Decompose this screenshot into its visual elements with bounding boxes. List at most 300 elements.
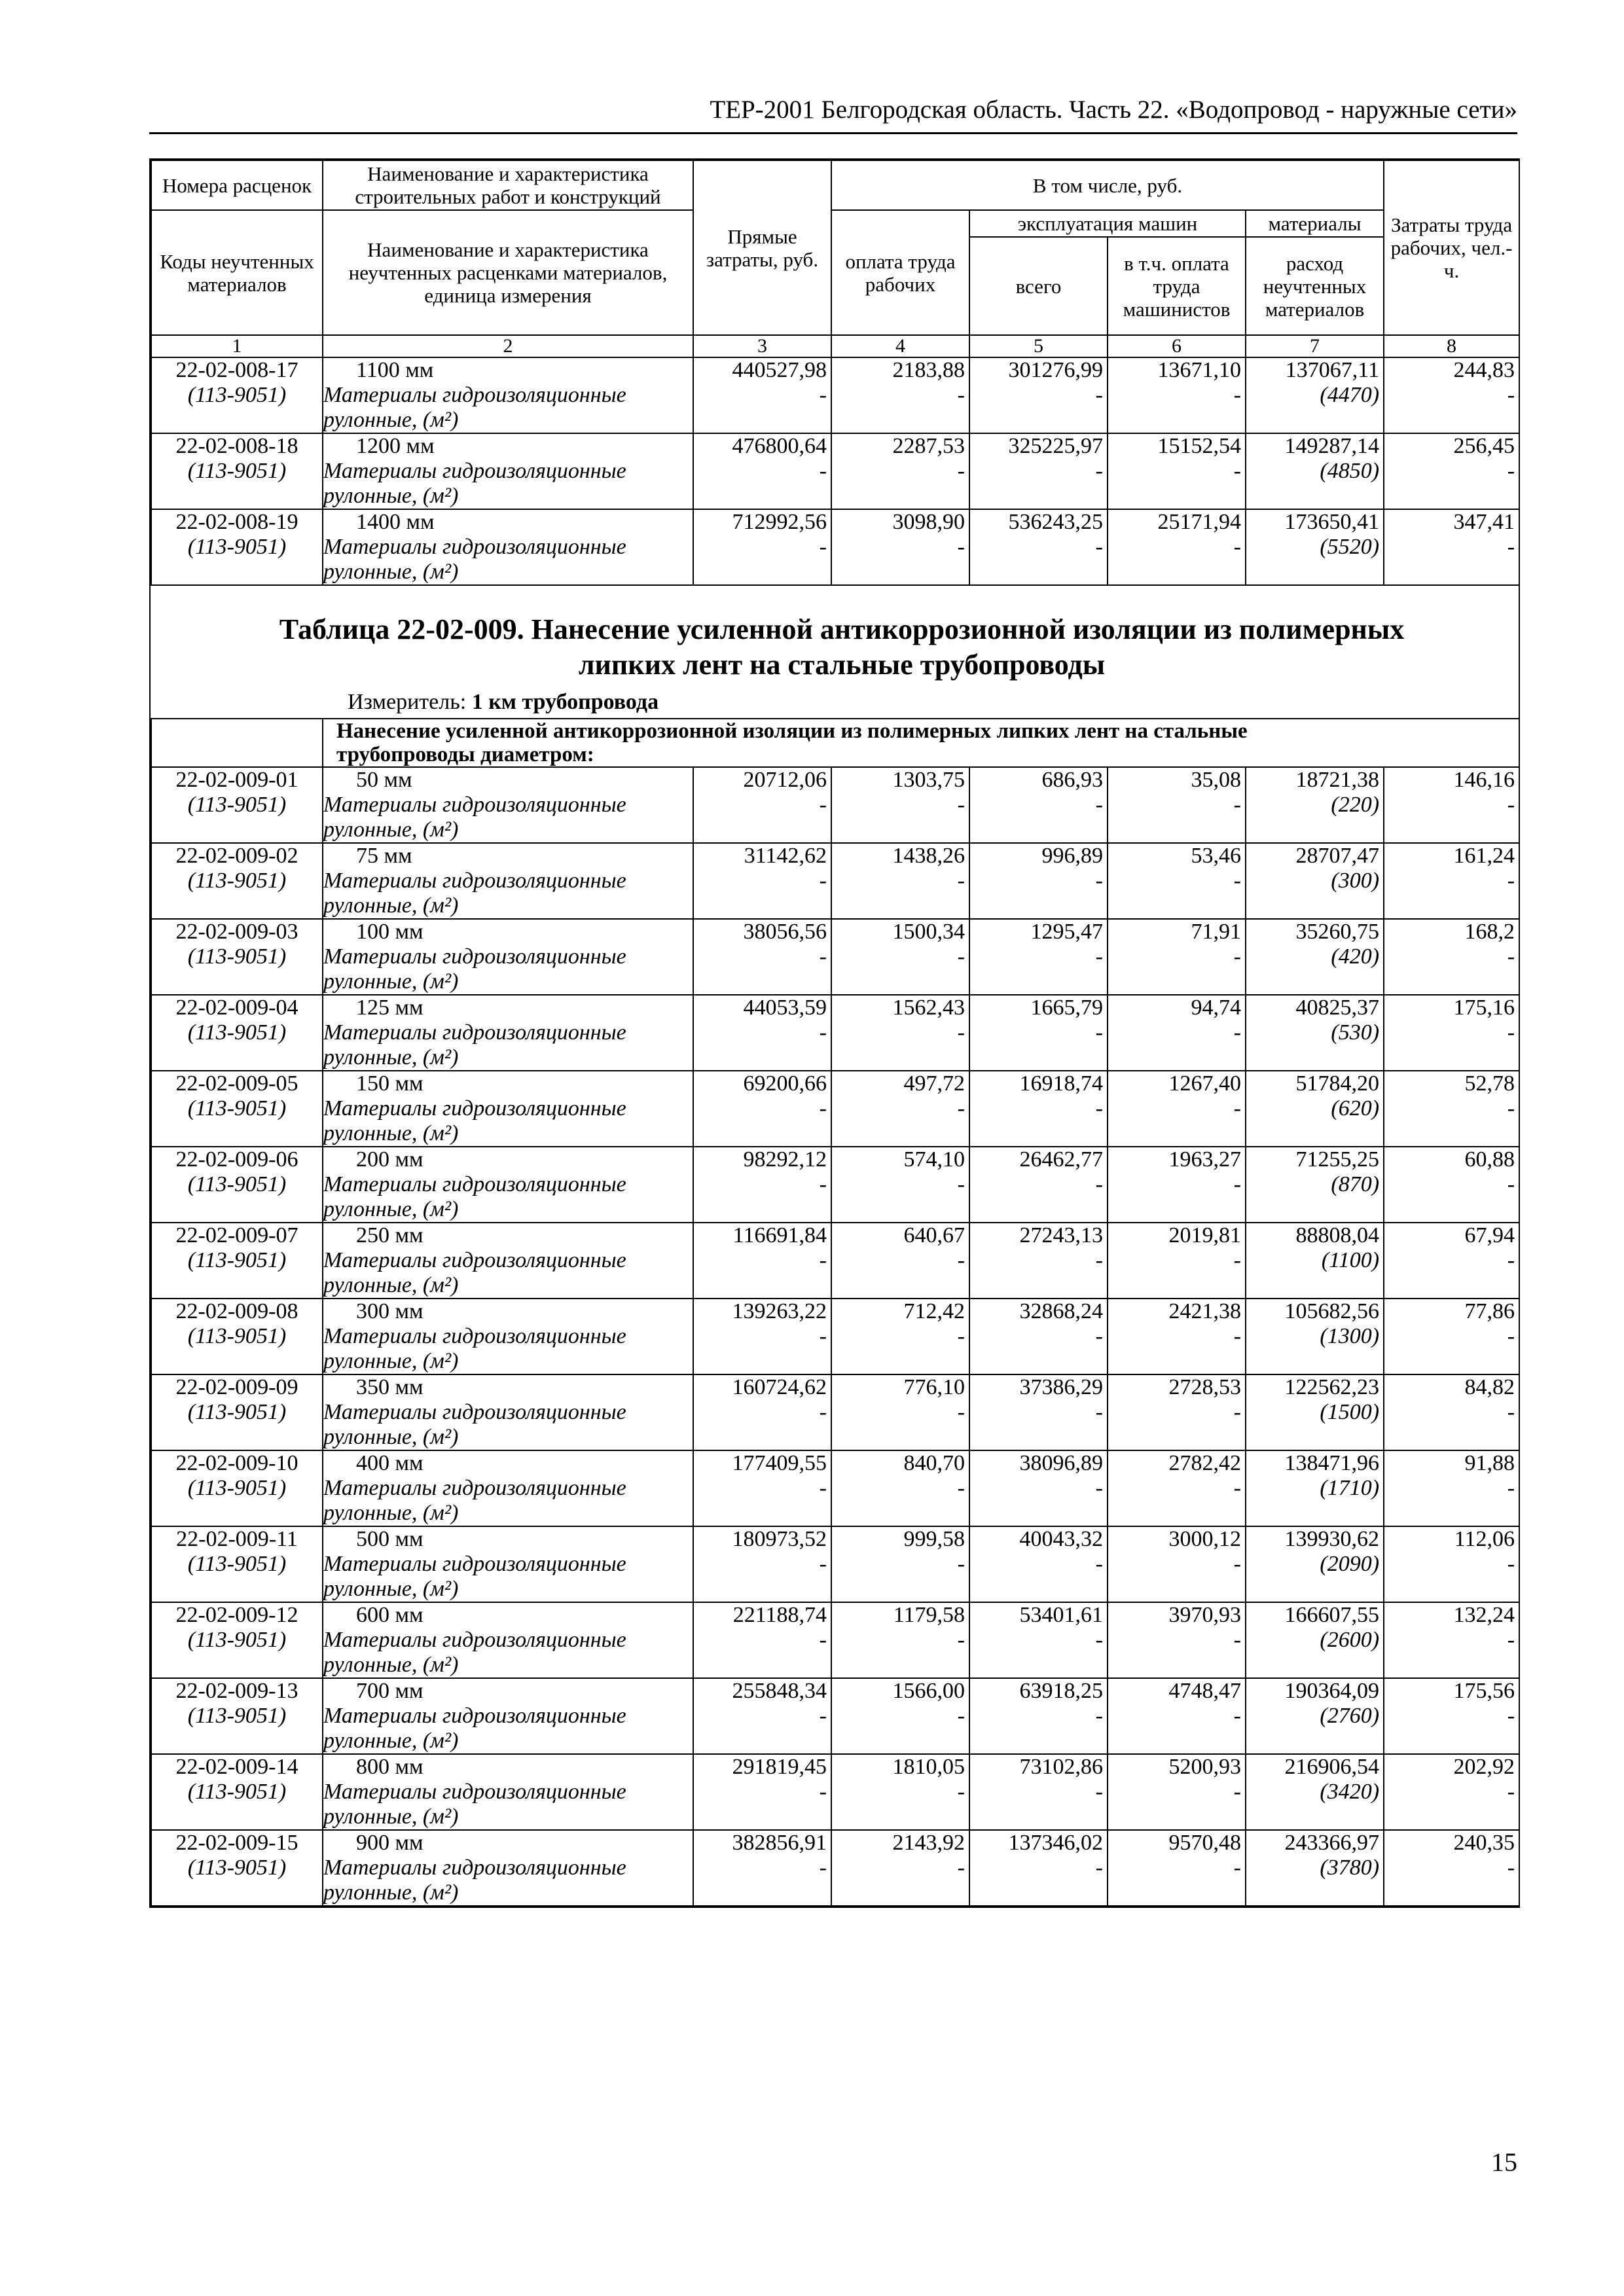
machines-total: 1295,47 xyxy=(1030,920,1103,944)
col-materials: материалы xyxy=(1246,210,1384,237)
machines-total: 536243,25 xyxy=(1008,510,1103,534)
table-row xyxy=(151,1450,1519,1526)
rate-code-cell xyxy=(151,1299,323,1374)
materials-cost: 40825,37 xyxy=(1295,996,1380,1020)
rate-code-cell xyxy=(151,357,323,433)
work-name-cell xyxy=(323,1830,693,1906)
dash: - xyxy=(1095,869,1103,893)
material-qty: (1710) xyxy=(1320,1476,1380,1500)
rate-code-cell xyxy=(151,1526,323,1602)
rate-code-cell xyxy=(151,767,323,843)
dash: - xyxy=(1233,869,1241,893)
dash: - xyxy=(1233,1704,1241,1728)
direct-cost: 69200,66 xyxy=(743,1071,827,1096)
col-machinists: в т.ч. оплата труда машинистов xyxy=(1108,237,1246,335)
rate-code: 22-02-009-11 xyxy=(176,1527,298,1551)
material-name: Материалы гидроизоляционные xyxy=(323,1476,626,1500)
dash: - xyxy=(1233,1628,1241,1652)
dash: - xyxy=(819,869,827,893)
table-row xyxy=(151,919,1519,995)
materials-cost: 173650,41 xyxy=(1284,510,1380,534)
rate-code: 22-02-008-17 xyxy=(175,358,298,382)
material-name: Материалы гидроизоляционные xyxy=(323,1856,626,1880)
work-name: 75 мм xyxy=(356,844,412,868)
material-name-unit: рулонные, (м²) xyxy=(323,1197,459,1221)
labor-pay-cell xyxy=(831,509,969,585)
direct-cost: 291819,45 xyxy=(732,1755,827,1779)
material-name-unit: рулонные, (м²) xyxy=(323,1349,459,1373)
labor-hours: 244,83 xyxy=(1453,358,1515,382)
dash: - xyxy=(1095,1248,1103,1272)
material-name: Материалы гидроизоляционные xyxy=(323,383,626,407)
dash: - xyxy=(819,1400,827,1424)
rate-code-cell xyxy=(151,919,323,995)
page-number: 15 xyxy=(1491,2147,1517,2177)
material-code: (113-9051) xyxy=(187,1324,287,1348)
rate-code-cell xyxy=(151,843,323,919)
dash: - xyxy=(1507,944,1515,969)
machines-cell xyxy=(969,919,1108,995)
work-name: 900 мм xyxy=(356,1831,424,1855)
dash: - xyxy=(1507,459,1515,483)
material-name-unit: рулонные, (м²) xyxy=(323,1501,459,1525)
material-name-unit: рулонные, (м²) xyxy=(323,817,459,842)
machines-total: 137346,02 xyxy=(1008,1831,1103,1855)
material-name-unit: рулонные, (м²) xyxy=(323,408,459,432)
labor-pay-cell xyxy=(831,1147,969,1223)
material-name-unit: рулонные, (м²) xyxy=(323,1804,459,1829)
materials-cell xyxy=(1246,1754,1384,1830)
dash: - xyxy=(819,944,827,969)
machinists-cell xyxy=(1108,357,1246,433)
direct-cost-cell xyxy=(693,1147,831,1223)
rate-code: 22-02-009-12 xyxy=(175,1603,298,1627)
dash: - xyxy=(1507,535,1515,559)
material-code: (113-9051) xyxy=(187,459,287,483)
machinists-pay: 4748,47 xyxy=(1168,1679,1241,1703)
material-code: (113-9051) xyxy=(187,1552,287,1576)
work-name: 100 мм xyxy=(356,920,424,944)
material-code: (113-9051) xyxy=(187,869,287,893)
machines-cell xyxy=(969,1450,1108,1526)
table-row xyxy=(151,995,1519,1071)
materials-cell xyxy=(1246,1830,1384,1906)
section-heading-row xyxy=(151,719,1519,767)
materials-cell xyxy=(1246,995,1384,1071)
dash: - xyxy=(1095,1628,1103,1652)
materials-cell xyxy=(1246,1450,1384,1526)
machines-cell xyxy=(969,1602,1108,1678)
machinists-pay: 35,08 xyxy=(1191,768,1241,792)
rate-code-cell xyxy=(151,1147,323,1223)
machinists-cell xyxy=(1108,1830,1246,1906)
material-code: (113-9051) xyxy=(187,1704,287,1728)
machinists-cell xyxy=(1108,1526,1246,1602)
table-row xyxy=(151,1678,1519,1754)
price-table-sheet xyxy=(149,158,1520,1908)
labor-pay-cell xyxy=(831,357,969,433)
direct-cost: 31142,62 xyxy=(744,844,827,868)
machines-cell xyxy=(969,995,1108,1071)
dash: - xyxy=(819,535,827,559)
table-row xyxy=(151,1754,1519,1830)
material-code: (113-9051) xyxy=(187,1780,287,1804)
labor-pay: 497,72 xyxy=(903,1071,965,1096)
dash: - xyxy=(1095,383,1103,407)
work-name: 500 мм xyxy=(356,1527,424,1551)
direct-cost: 177409,55 xyxy=(732,1451,827,1475)
machinists-pay: 5200,93 xyxy=(1168,1755,1241,1779)
rate-code: 22-02-009-10 xyxy=(175,1451,298,1475)
work-name-cell xyxy=(323,1602,693,1678)
material-code: (113-9051) xyxy=(187,1856,287,1880)
labor-pay: 1566,00 xyxy=(892,1679,965,1703)
dash: - xyxy=(957,1096,965,1121)
direct-cost: 116691,84 xyxy=(732,1223,827,1247)
labor-hours-cell xyxy=(1384,1526,1519,1602)
labor-pay: 2183,88 xyxy=(892,358,965,382)
dash: - xyxy=(1507,1020,1515,1045)
machines-cell xyxy=(969,1830,1108,1906)
material-name-unit: рулонные, (м²) xyxy=(323,484,459,508)
dash: - xyxy=(1507,1476,1515,1500)
material-name-unit: рулонные, (м²) xyxy=(323,1729,459,1753)
section-line-2: трубопроводы диаметром: xyxy=(336,743,594,766)
machinists-cell xyxy=(1108,1754,1246,1830)
table-title-line-2: липких лент на стальные трубопроводы xyxy=(578,649,1106,681)
material-name: Материалы гидроизоляционные xyxy=(323,944,626,969)
material-name-unit: рулонные, (м²) xyxy=(323,1121,459,1145)
labor-pay-cell xyxy=(831,919,969,995)
dash: - xyxy=(957,1476,965,1500)
labor-pay: 1562,43 xyxy=(892,996,965,1020)
dash: - xyxy=(1233,383,1241,407)
price-table xyxy=(151,160,1520,1907)
dash: - xyxy=(957,1020,965,1045)
machinists-cell xyxy=(1108,1450,1246,1526)
work-name: 600 мм xyxy=(356,1603,424,1627)
rate-code: 22-02-009-04 xyxy=(175,996,298,1020)
direct-cost: 221188,74 xyxy=(732,1603,827,1627)
machines-cell xyxy=(969,1147,1108,1223)
dash: - xyxy=(819,1020,827,1045)
labor-pay: 1438,26 xyxy=(892,844,965,868)
labor-hours-cell xyxy=(1384,1147,1519,1223)
direct-cost-cell xyxy=(693,1602,831,1678)
material-name: Материалы гидроизоляционные xyxy=(323,1324,626,1348)
material-code: (113-9051) xyxy=(187,1476,287,1500)
labor-hours-cell xyxy=(1384,433,1519,509)
machines-cell xyxy=(969,1526,1108,1602)
col-code-top: Номера расценок xyxy=(151,160,323,210)
work-name: 1100 мм xyxy=(356,358,434,382)
work-name-cell xyxy=(323,357,693,433)
labor-hours: 347,41 xyxy=(1453,510,1515,534)
material-qty: (4850) xyxy=(1320,459,1380,483)
material-name-unit: рулонные, (м²) xyxy=(323,1273,459,1297)
table-row xyxy=(151,1526,1519,1602)
machines-total: 26462,77 xyxy=(1019,1147,1103,1172)
labor-hours: 77,86 xyxy=(1464,1299,1515,1323)
direct-cost: 382856,91 xyxy=(732,1831,827,1855)
dash: - xyxy=(1233,459,1241,483)
material-name: Материалы гидроизоляционные xyxy=(323,459,626,483)
machines-total: 1665,79 xyxy=(1030,996,1103,1020)
work-name-cell xyxy=(323,767,693,843)
direct-cost-cell xyxy=(693,1450,831,1526)
rate-code-cell xyxy=(151,1374,323,1450)
labor-hours: 67,94 xyxy=(1464,1223,1515,1247)
direct-cost: 160724,62 xyxy=(732,1375,827,1399)
dash: - xyxy=(1233,1552,1241,1576)
table-row xyxy=(151,357,1519,433)
labor-pay-cell xyxy=(831,1754,969,1830)
direct-cost-cell xyxy=(693,919,831,995)
labor-hours: 240,35 xyxy=(1453,1831,1515,1855)
machinists-pay: 3970,93 xyxy=(1168,1603,1241,1627)
table-row xyxy=(151,1299,1519,1374)
section-empty-cell xyxy=(151,719,323,767)
material-name-unit: рулонные, (м²) xyxy=(323,1653,459,1677)
work-name-cell xyxy=(323,1147,693,1223)
materials-cost: 105682,56 xyxy=(1284,1299,1380,1323)
rate-code-cell xyxy=(151,1830,323,1906)
materials-cost: 216906,54 xyxy=(1284,1755,1380,1779)
material-name: Материалы гидроизоляционные xyxy=(323,535,626,559)
work-name-cell xyxy=(323,1754,693,1830)
work-name: 125 мм xyxy=(356,996,424,1020)
labor-hours: 132,24 xyxy=(1453,1603,1515,1627)
rate-code-cell xyxy=(151,1071,323,1147)
labor-hours-cell xyxy=(1384,1754,1519,1830)
dash: - xyxy=(1233,1476,1241,1500)
col-num: 6 xyxy=(1108,335,1246,357)
machines-cell xyxy=(969,1299,1108,1374)
materials-cost: 88808,04 xyxy=(1295,1223,1380,1247)
direct-cost: 38056,56 xyxy=(743,920,827,944)
materials-cost: 190364,09 xyxy=(1284,1679,1380,1703)
labor-pay: 776,10 xyxy=(903,1375,965,1399)
material-code: (113-9051) xyxy=(187,1628,287,1652)
labor-pay-cell xyxy=(831,433,969,509)
materials-cell xyxy=(1246,433,1384,509)
direct-cost-cell xyxy=(693,1678,831,1754)
machines-cell xyxy=(969,1678,1108,1754)
rate-code: 22-02-009-07 xyxy=(175,1223,298,1247)
machines-cell xyxy=(969,767,1108,843)
labor-pay: 840,70 xyxy=(903,1451,965,1475)
dash: - xyxy=(957,1704,965,1728)
material-qty: (220) xyxy=(1331,793,1380,817)
rate-code-cell xyxy=(151,1223,323,1299)
materials-cost: 122562,23 xyxy=(1284,1375,1380,1399)
material-qty: (2090) xyxy=(1320,1552,1380,1576)
col-num: 8 xyxy=(1384,335,1519,357)
dash: - xyxy=(957,1628,965,1652)
work-name: 700 мм xyxy=(356,1679,424,1703)
material-code: (113-9051) xyxy=(187,1020,287,1045)
labor-hours: 168,2 xyxy=(1464,920,1515,944)
direct-cost-cell xyxy=(693,1374,831,1450)
table-body-main xyxy=(151,767,1519,1906)
material-qty: (530) xyxy=(1331,1020,1380,1045)
dash: - xyxy=(819,1096,827,1121)
work-name-cell xyxy=(323,919,693,995)
material-name: Материалы гидроизоляционные xyxy=(323,1096,626,1121)
rate-code: 22-02-008-19 xyxy=(175,510,298,534)
labor-pay: 1179,58 xyxy=(893,1603,965,1627)
machinists-pay: 25171,94 xyxy=(1157,510,1241,534)
work-name-cell xyxy=(323,1071,693,1147)
direct-cost-cell xyxy=(693,433,831,509)
material-qty: (620) xyxy=(1331,1096,1380,1121)
dash: - xyxy=(957,869,965,893)
material-code: (113-9051) xyxy=(187,793,287,817)
machinists-cell xyxy=(1108,509,1246,585)
machines-cell xyxy=(969,433,1108,509)
materials-cell xyxy=(1246,1147,1384,1223)
material-qty: (4470) xyxy=(1320,383,1380,407)
direct-cost: 180973,52 xyxy=(732,1527,827,1551)
labor-hours: 84,82 xyxy=(1464,1375,1515,1399)
dash: - xyxy=(819,1248,827,1272)
dash: - xyxy=(819,1476,827,1500)
table-row xyxy=(151,767,1519,843)
dash: - xyxy=(957,535,965,559)
materials-cost: 243366,97 xyxy=(1284,1831,1380,1855)
machinists-cell xyxy=(1108,1071,1246,1147)
labor-hours: 91,88 xyxy=(1464,1451,1515,1475)
col-num: 7 xyxy=(1246,335,1384,357)
dash: - xyxy=(957,1552,965,1576)
work-name-cell xyxy=(323,995,693,1071)
labor-hours-cell xyxy=(1384,1374,1519,1450)
labor-pay-cell xyxy=(831,1602,969,1678)
table-row xyxy=(151,1374,1519,1450)
rate-code-cell xyxy=(151,1450,323,1526)
dash: - xyxy=(957,1856,965,1880)
table-caption-row xyxy=(151,585,1519,719)
direct-cost: 20712,06 xyxy=(743,768,827,792)
col-materials-sub: расход неучтенных материалов xyxy=(1246,237,1384,335)
machines-cell xyxy=(969,509,1108,585)
dash: - xyxy=(1507,383,1515,407)
section-heading xyxy=(323,719,1519,767)
machinists-pay: 71,91 xyxy=(1191,920,1241,944)
material-code: (113-9051) xyxy=(187,944,287,969)
material-name: Материалы гидроизоляционные xyxy=(323,869,626,893)
dash: - xyxy=(1095,1400,1103,1424)
labor-pay-cell xyxy=(831,1450,969,1526)
rate-code-cell xyxy=(151,509,323,585)
col-num: 3 xyxy=(693,335,831,357)
work-name: 800 мм xyxy=(356,1755,424,1779)
machines-total: 37386,29 xyxy=(1019,1375,1103,1399)
machines-cell xyxy=(969,1071,1108,1147)
machinists-pay: 9570,48 xyxy=(1168,1831,1241,1855)
table-row xyxy=(151,1071,1519,1147)
dash: - xyxy=(1507,1704,1515,1728)
materials-cell xyxy=(1246,1223,1384,1299)
material-name: Материалы гидроизоляционные xyxy=(323,1248,626,1272)
machinists-cell xyxy=(1108,1147,1246,1223)
material-code: (113-9051) xyxy=(187,1248,287,1272)
direct-cost-cell xyxy=(693,1830,831,1906)
machinists-pay: 2019,81 xyxy=(1168,1223,1241,1247)
dash: - xyxy=(1507,1324,1515,1348)
materials-cost: 71255,25 xyxy=(1295,1147,1380,1172)
material-name: Материалы гидроизоляционные xyxy=(323,793,626,817)
materials-cell xyxy=(1246,1526,1384,1602)
dash: - xyxy=(1507,1856,1515,1880)
materials-cost: 166607,55 xyxy=(1284,1603,1380,1627)
machinists-cell xyxy=(1108,843,1246,919)
work-name-cell xyxy=(323,1450,693,1526)
machines-cell xyxy=(969,1223,1108,1299)
materials-cost: 149287,14 xyxy=(1284,434,1380,458)
dash: - xyxy=(1233,944,1241,969)
direct-cost-cell xyxy=(693,1223,831,1299)
dash: - xyxy=(819,1324,827,1348)
col-machines: эксплуатация машин xyxy=(969,210,1246,237)
material-name: Материалы гидроизоляционные xyxy=(323,1020,626,1045)
dash: - xyxy=(819,1856,827,1880)
dash: - xyxy=(957,944,965,969)
rate-code-cell xyxy=(151,433,323,509)
machinists-cell xyxy=(1108,919,1246,995)
labor-pay: 2287,53 xyxy=(892,434,965,458)
materials-cost: 35260,75 xyxy=(1295,920,1380,944)
work-name: 400 мм xyxy=(356,1451,424,1475)
table-row xyxy=(151,843,1519,919)
labor-hours-cell xyxy=(1384,919,1519,995)
materials-cost: 18721,38 xyxy=(1295,768,1380,792)
machines-cell xyxy=(969,357,1108,433)
labor-hours-cell xyxy=(1384,1071,1519,1147)
labor-pay-cell xyxy=(831,1526,969,1602)
dash: - xyxy=(957,383,965,407)
col-num: 5 xyxy=(969,335,1108,357)
dash: - xyxy=(1233,793,1241,817)
dash: - xyxy=(1233,1324,1241,1348)
machinists-cell xyxy=(1108,1602,1246,1678)
dash: - xyxy=(957,793,965,817)
dash: - xyxy=(1507,1628,1515,1652)
dash: - xyxy=(1095,1324,1103,1348)
dash: - xyxy=(1095,1096,1103,1121)
dash: - xyxy=(957,1780,965,1804)
dash: - xyxy=(1095,1020,1103,1045)
material-name: Материалы гидроизоляционные xyxy=(323,1780,626,1804)
machinists-pay: 1267,40 xyxy=(1168,1071,1241,1096)
machinists-pay: 2421,38 xyxy=(1168,1299,1241,1323)
labor-hours-cell xyxy=(1384,1450,1519,1526)
materials-cell xyxy=(1246,1071,1384,1147)
rate-code: 22-02-009-03 xyxy=(175,920,298,944)
material-qty: (420) xyxy=(1331,944,1380,969)
dash: - xyxy=(957,459,965,483)
direct-cost-cell xyxy=(693,1299,831,1374)
material-code: (113-9051) xyxy=(187,1400,287,1424)
labor-hours: 175,16 xyxy=(1453,996,1515,1020)
dash: - xyxy=(1095,1780,1103,1804)
work-name-cell xyxy=(323,509,693,585)
material-qty: (2760) xyxy=(1320,1704,1380,1728)
dash: - xyxy=(1507,1400,1515,1424)
rate-code: 22-02-009-02 xyxy=(175,844,298,868)
machinists-cell xyxy=(1108,767,1246,843)
material-qty: (1100) xyxy=(1321,1248,1380,1272)
